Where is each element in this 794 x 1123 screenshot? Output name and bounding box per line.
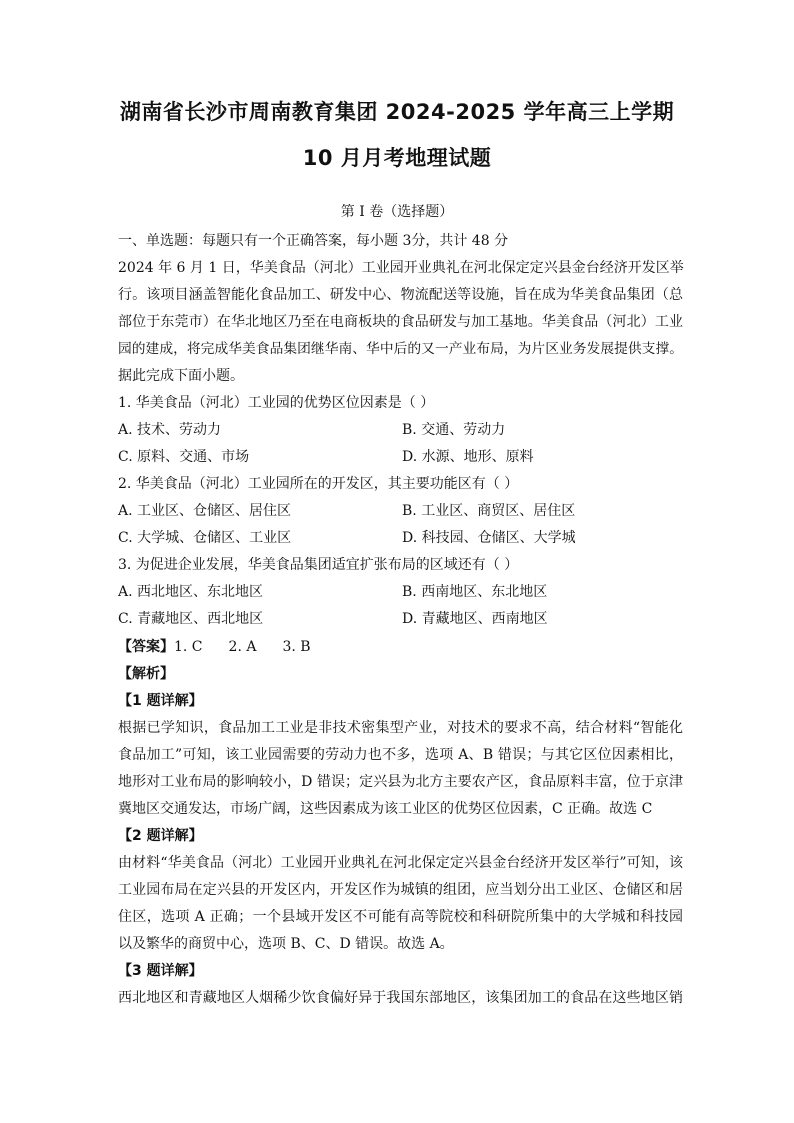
detail-line: 以及繁华的商贸中心，选项 B、C、D 错误。故选 A。 bbox=[118, 936, 454, 952]
material-line: 部位于东莞市）在华北地区乃至在电商板块的食品研发与加工基地。华美食品（河北）工业 bbox=[118, 314, 683, 330]
detail-line: 住区，选项 A 正确；一个县域开发区不可能有高等院校和科研院所集中的大学城和科技园 bbox=[118, 909, 683, 925]
detail-label: 【3 题详解】 bbox=[118, 963, 203, 979]
detail-line: 地形对工业布局的影响较小，D 错误；定兴县为北方主要农产区，食品原料丰富，位于京津 bbox=[118, 774, 683, 790]
detail-line: 西北地区和青藏地区人烟稀少饮食偏好异于我国东部地区，该集团加工的食品在这些地区销 bbox=[118, 990, 683, 1006]
material-line: 行。该项目涵盖智能化食品加工、研发中心、物流配送等设施，旨在成为华美食品集团（总 bbox=[118, 287, 683, 303]
question-option: C. 青藏地区、西北地区 bbox=[118, 611, 264, 627]
question-stem: 3. 为促进企业发展，华美食品集团适宜扩张布局的区域还有（ ） bbox=[118, 557, 519, 573]
question-option: A. 西北地区、东北地区 bbox=[118, 584, 264, 600]
question-option: D. 水源、地形、原料 bbox=[402, 449, 534, 465]
material-line: 据此完成下面小题。 bbox=[118, 368, 244, 384]
answer-line bbox=[118, 637, 683, 657]
question-stem: 2. 华美食品（河北）工业园所在的开发区，其主要功能区有（ ） bbox=[118, 476, 519, 492]
detail-line: 工业园布局在定兴县的开发区内，开发区作为城镇的组团，应当划分出工业区、仓储区和居 bbox=[118, 882, 683, 898]
question-option: B. 西南地区、东北地区 bbox=[402, 584, 548, 600]
answer-item: 1. C bbox=[174, 639, 203, 655]
analysis-label: 【解析】 bbox=[118, 666, 174, 682]
detail-label: 【2 题详解】 bbox=[118, 828, 203, 844]
question-option: A. 工业区、仓储区、居住区 bbox=[118, 503, 292, 519]
title-line-2: 10 月月考地理试题 bbox=[302, 146, 492, 170]
section-heading: 一、单选题：每题只有一个正确答案，每小题 3分，共计 48 分 bbox=[118, 233, 509, 249]
detail-line: 根据已学知识，食品加工工业是非技术密集型产业，对技术的要求不高，结合材料“智能化 bbox=[118, 720, 683, 736]
title-line-1: 湖南省长沙市周南教育集团 2024-2025 学年高三上学期 bbox=[119, 100, 675, 124]
question-option: B. 工业区、商贸区、居住区 bbox=[402, 503, 576, 519]
detail-line: 冀地区交通发达，市场广阔，这些因素成为该工业区的优势区位因素，C 正确。故选 C bbox=[118, 801, 653, 817]
question-option: B. 交通、劳动力 bbox=[402, 422, 506, 438]
question-option: C. 大学城、仓储区、工业区 bbox=[118, 530, 292, 546]
detail-line: 由材料“华美食品（河北）工业园开业典礼在河北保定定兴县金台经济开发区举行”可知，该 bbox=[118, 855, 683, 871]
answer-item: 2. A bbox=[228, 639, 257, 655]
answer-label: 【答案】 bbox=[118, 639, 174, 655]
material-line: 2024 年 6 月 1 日，华美食品（河北）工业园开业典礼在河北保定定兴县金台经济开发区举 bbox=[118, 260, 684, 276]
question-option: A. 技术、劳动力 bbox=[118, 422, 222, 438]
question-option: D. 青藏地区、西南地区 bbox=[402, 611, 548, 627]
detail-line: 食品加工”可知，该工业园需要的劳动力也不多，选项 A、B 错误；与其它区位因素相比， bbox=[118, 747, 683, 763]
question-option: D. 科技园、仓储区、大学城 bbox=[402, 530, 576, 546]
answer-item: 3. B bbox=[282, 639, 311, 655]
detail-label: 【1 题详解】 bbox=[118, 693, 203, 709]
volume-heading: 第 I 卷（选择题） bbox=[340, 204, 454, 220]
question-stem: 1. 华美食品（河北）工业园的优势区位因素是（ ） bbox=[118, 395, 435, 411]
question-option: C. 原料、交通、市场 bbox=[118, 449, 250, 465]
material-line: 园的建成，将完成华美食品集团继华南、华中后的又一产业布局，为片区业务发展提供支撑。 bbox=[118, 341, 683, 357]
